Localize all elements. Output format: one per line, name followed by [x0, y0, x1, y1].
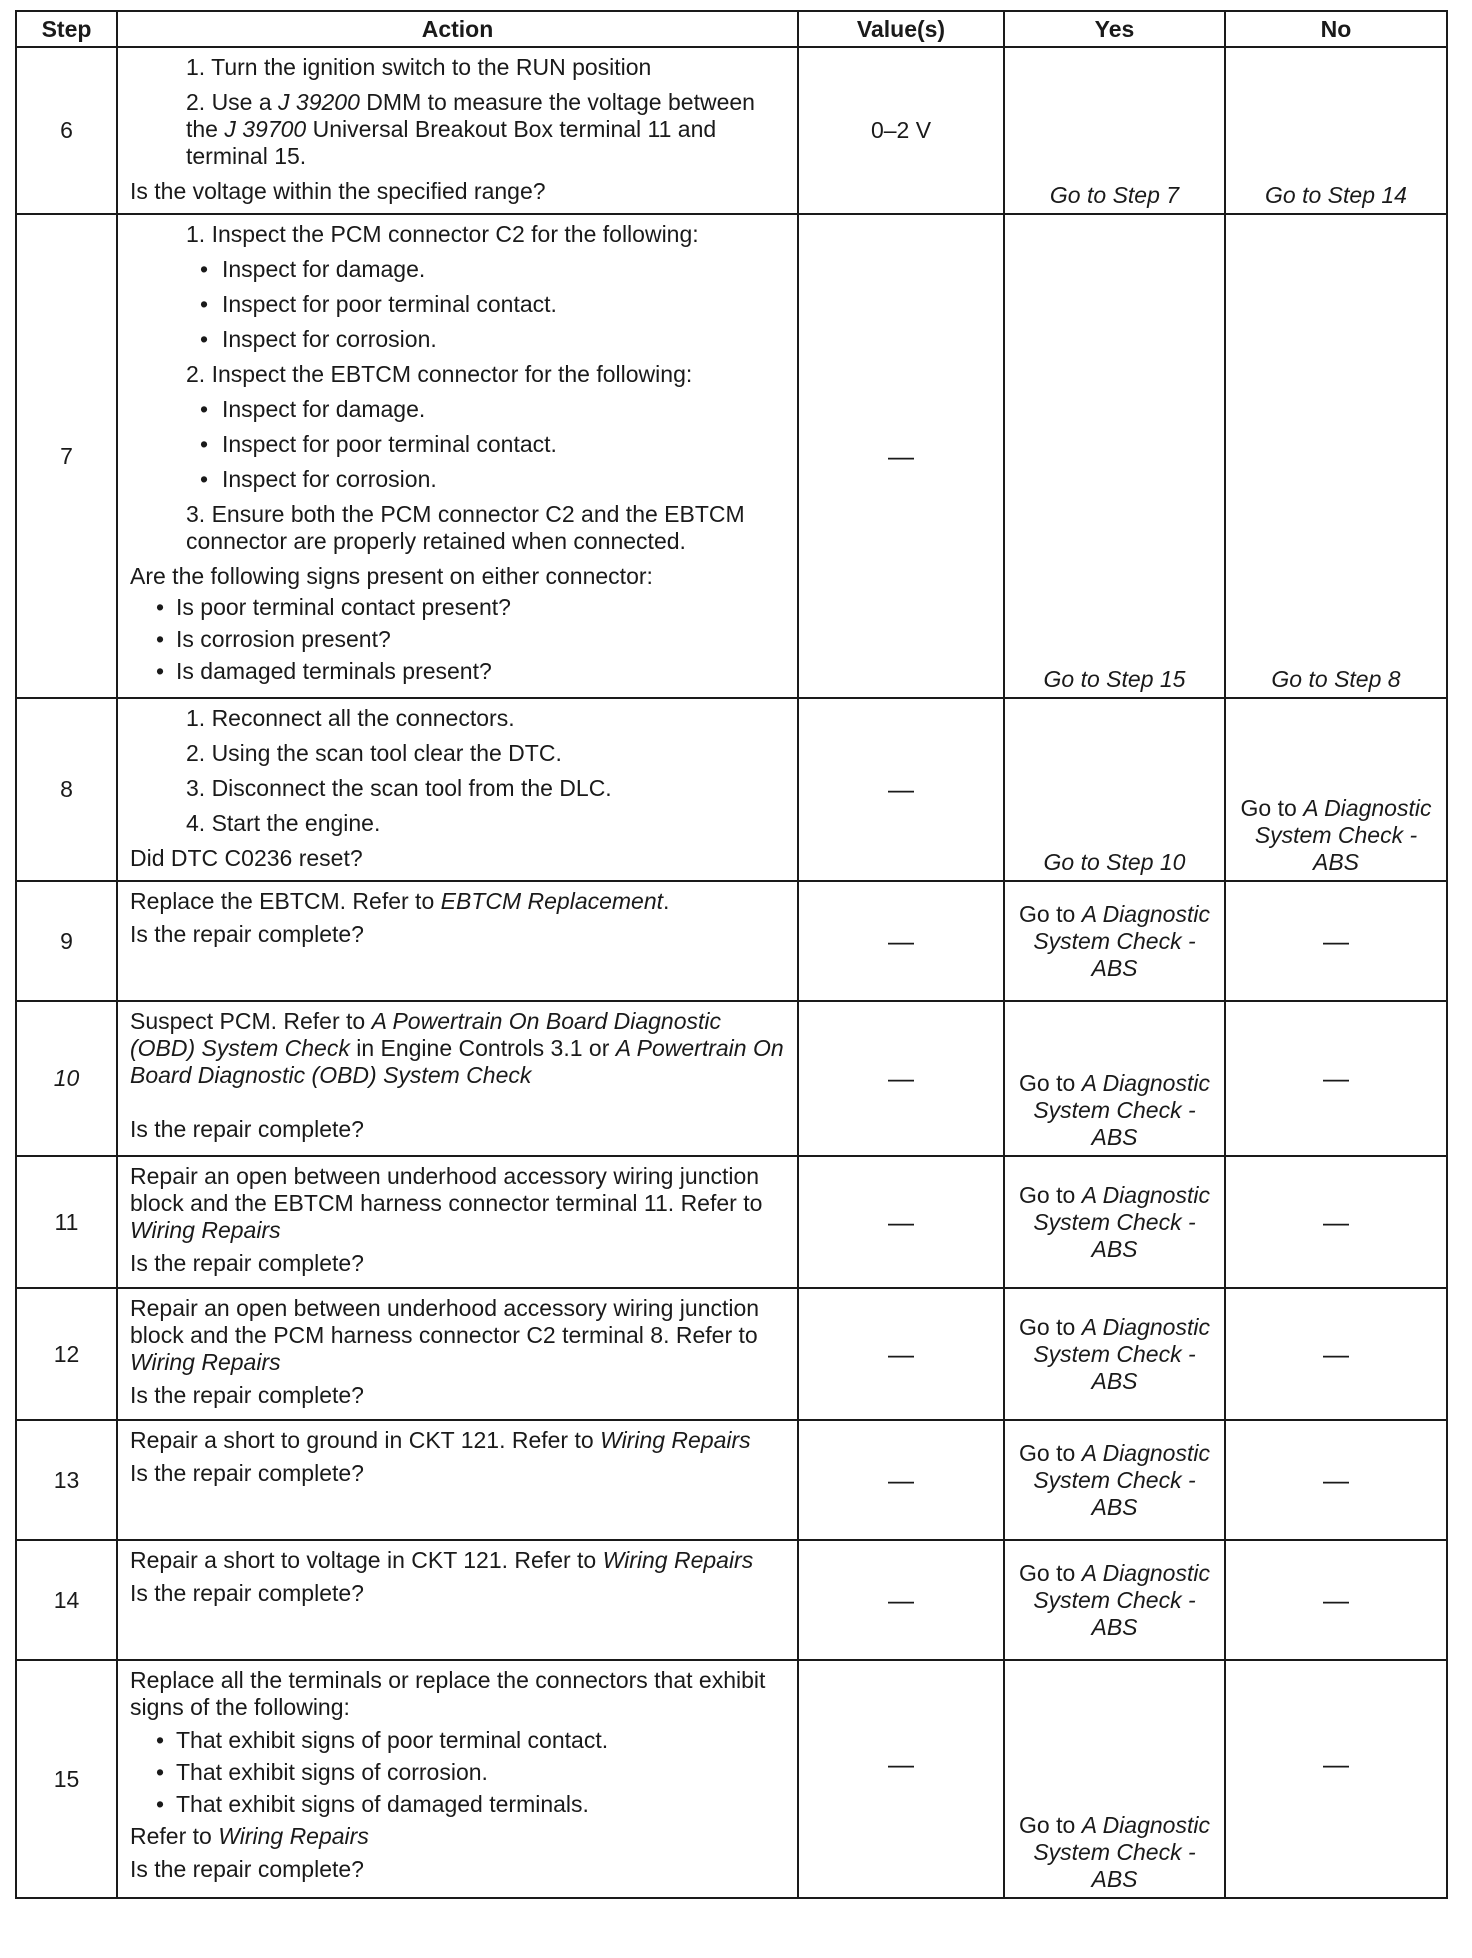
no-cell: —	[1225, 1660, 1447, 1898]
no-cell: —	[1225, 1420, 1447, 1540]
header-row	[16, 11, 1447, 47]
action-cell	[117, 1660, 798, 1898]
value-cell: —	[798, 881, 1004, 1001]
step-number: 12	[16, 1288, 117, 1420]
action-text: Repair a short to ground in CKT 121. Refer to Wiring Repairs	[130, 1427, 751, 1453]
sub-item: • That exhibit signs of poor terminal contact.	[130, 1727, 787, 1754]
refer-text: Refer to Wiring Repairs	[130, 1823, 369, 1849]
sub-item: • Inspect for corrosion.	[130, 466, 787, 493]
yes-link[interactable]: Go to Step 10	[1004, 698, 1225, 881]
yes-link[interactable]: Go to A Diagnostic System Check - ABS	[1004, 1001, 1225, 1156]
step-number: 15	[16, 1660, 117, 1898]
action-cell	[117, 214, 798, 698]
value-cell: —	[798, 1001, 1004, 1156]
step-number: 8	[16, 698, 117, 881]
yes-link[interactable]: Go to A Diagnostic System Check - ABS	[1004, 1156, 1225, 1288]
no-cell: —	[1225, 1156, 1447, 1288]
question-sub-item: • Is corrosion present?	[130, 626, 787, 653]
value-cell: —	[798, 1540, 1004, 1660]
yes-link[interactable]: Go to A Diagnostic System Check - ABS	[1004, 1288, 1225, 1420]
step-number: 9	[16, 881, 117, 1001]
table-row	[16, 214, 1447, 698]
action-cell	[117, 1420, 798, 1540]
sub-item: • Inspect for poor terminal contact.	[130, 431, 787, 458]
question-text: Is the repair complete?	[130, 1856, 364, 1882]
sub-item: • That exhibit signs of damaged terminals.	[130, 1791, 787, 1818]
no-cell: —	[1225, 881, 1447, 1001]
header-action: Action	[117, 11, 798, 47]
question-text: Is the repair complete?	[130, 1116, 364, 1142]
action-text: Repair a short to voltage in CKT 121. Refer to Wiring Repairs	[130, 1547, 754, 1573]
yes-link[interactable]: Go to Step 15	[1004, 214, 1225, 698]
yes-link[interactable]: Go to A Diagnostic System Check - ABS	[1004, 881, 1225, 1001]
action-text: Replace the EBTCM. Refer to EBTCM Replacement.	[130, 888, 670, 914]
header-yes: Yes	[1004, 11, 1225, 47]
sub-item: • That exhibit signs of corrosion.	[130, 1759, 787, 1786]
step-number: 11	[16, 1156, 117, 1288]
table-row	[16, 1420, 1447, 1540]
sub-item: • Inspect for poor terminal contact.	[130, 291, 787, 318]
no-cell: —	[1225, 1540, 1447, 1660]
question-text: Is the repair complete?	[130, 1382, 364, 1408]
action-item: 3. Disconnect the scan tool from the DLC.	[186, 775, 612, 801]
action-item: 2. Using the scan tool clear the DTC.	[186, 740, 562, 766]
sub-item: • Inspect for damage.	[130, 256, 787, 283]
value-cell: —	[798, 698, 1004, 881]
yes-link[interactable]: Go to A Diagnostic System Check - ABS	[1004, 1420, 1225, 1540]
action-cell	[117, 1540, 798, 1660]
table-row	[16, 1288, 1447, 1420]
action-item: 3. Ensure both the PCM connector C2 and the EBTCM connector are properly retained when connected.	[186, 501, 745, 554]
question-text: Is the repair complete?	[130, 921, 364, 947]
step-number: 13	[16, 1420, 117, 1540]
no-link[interactable]: Go to Step 8	[1225, 214, 1447, 698]
header-values: Value(s)	[798, 11, 1004, 47]
value-cell: —	[798, 214, 1004, 698]
action-cell	[117, 1156, 798, 1288]
no-link[interactable]: Go to Step 14	[1225, 47, 1447, 214]
action-text: Suspect PCM. Refer to A Powertrain On Board Diagnostic (OBD) System Check in Engine Controls 3.1 or A Powertrain On Board Diagnostic (OBD) System Check	[130, 1008, 784, 1088]
table-row	[16, 1660, 1447, 1898]
action-text: Repair an open between underhood accessory wiring junction block and the EBTCM harness connector terminal 11. Refer to Wiring Repairs	[130, 1163, 763, 1243]
question-text: Is the voltage within the specified range?	[130, 178, 546, 204]
table-row	[16, 881, 1447, 1001]
yes-link[interactable]: Go to A Diagnostic System Check - ABS	[1004, 1660, 1225, 1898]
question-text: Are the following signs present on either connector:	[130, 563, 653, 589]
action-cell	[117, 881, 798, 1001]
action-item: 4. Start the engine.	[186, 810, 381, 836]
action-cell	[117, 698, 798, 881]
table-row	[16, 1001, 1447, 1156]
table-row	[16, 1540, 1447, 1660]
question-sub-item: • Is poor terminal contact present?	[130, 594, 787, 621]
action-cell	[117, 1288, 798, 1420]
sub-item: • Inspect for damage.	[130, 396, 787, 423]
table-row	[16, 47, 1447, 214]
value-cell: —	[798, 1420, 1004, 1540]
yes-link[interactable]: Go to A Diagnostic System Check - ABS	[1004, 1540, 1225, 1660]
action-item: 1. Reconnect all the connectors.	[186, 705, 515, 731]
action-text: Replace all the terminals or replace the connectors that exhibit signs of the following:	[130, 1667, 766, 1720]
action-text: Repair an open between underhood accessory wiring junction block and the PCM harness connector C2 terminal 8. Refer to Wiring Repairs	[130, 1295, 760, 1375]
action-item: 2. Use a J 39200 DMM to measure the voltage between the J 39700 Universal Breakout Box terminal 11 and terminal 15.	[186, 89, 755, 169]
table-row	[16, 698, 1447, 881]
header-no: No	[1225, 11, 1447, 47]
action-cell	[117, 1001, 798, 1156]
step-number: 14	[16, 1540, 117, 1660]
no-cell: —	[1225, 1288, 1447, 1420]
question-sub-item: • Is damaged terminals present?	[130, 658, 787, 685]
value-cell: —	[798, 1288, 1004, 1420]
header-step: Step	[16, 11, 117, 47]
table-row	[16, 1156, 1447, 1288]
value-cell: —	[798, 1156, 1004, 1288]
no-cell: —	[1225, 1001, 1447, 1156]
value-cell: 0–2 V	[798, 47, 1004, 214]
step-number: 7	[16, 214, 117, 698]
action-item: 1. Inspect the PCM connector C2 for the following:	[186, 221, 699, 247]
question-text: Did DTC C0236 reset?	[130, 845, 363, 871]
action-item: 1. Turn the ignition switch to the RUN position	[186, 54, 652, 80]
step-number: 10	[16, 1001, 117, 1156]
yes-link[interactable]: Go to Step 7	[1004, 47, 1225, 214]
no-link[interactable]: Go to A Diagnostic System Check - ABS	[1225, 698, 1447, 881]
question-text: Is the repair complete?	[130, 1460, 364, 1486]
value-cell: —	[798, 1660, 1004, 1898]
sub-item: • Inspect for corrosion.	[130, 326, 787, 353]
question-text: Is the repair complete?	[130, 1580, 364, 1606]
action-cell	[117, 47, 798, 214]
action-item: 2. Inspect the EBTCM connector for the following:	[186, 361, 693, 387]
diagnostic-table	[15, 10, 1448, 1899]
step-number: 6	[16, 47, 117, 214]
question-text: Is the repair complete?	[130, 1250, 364, 1276]
